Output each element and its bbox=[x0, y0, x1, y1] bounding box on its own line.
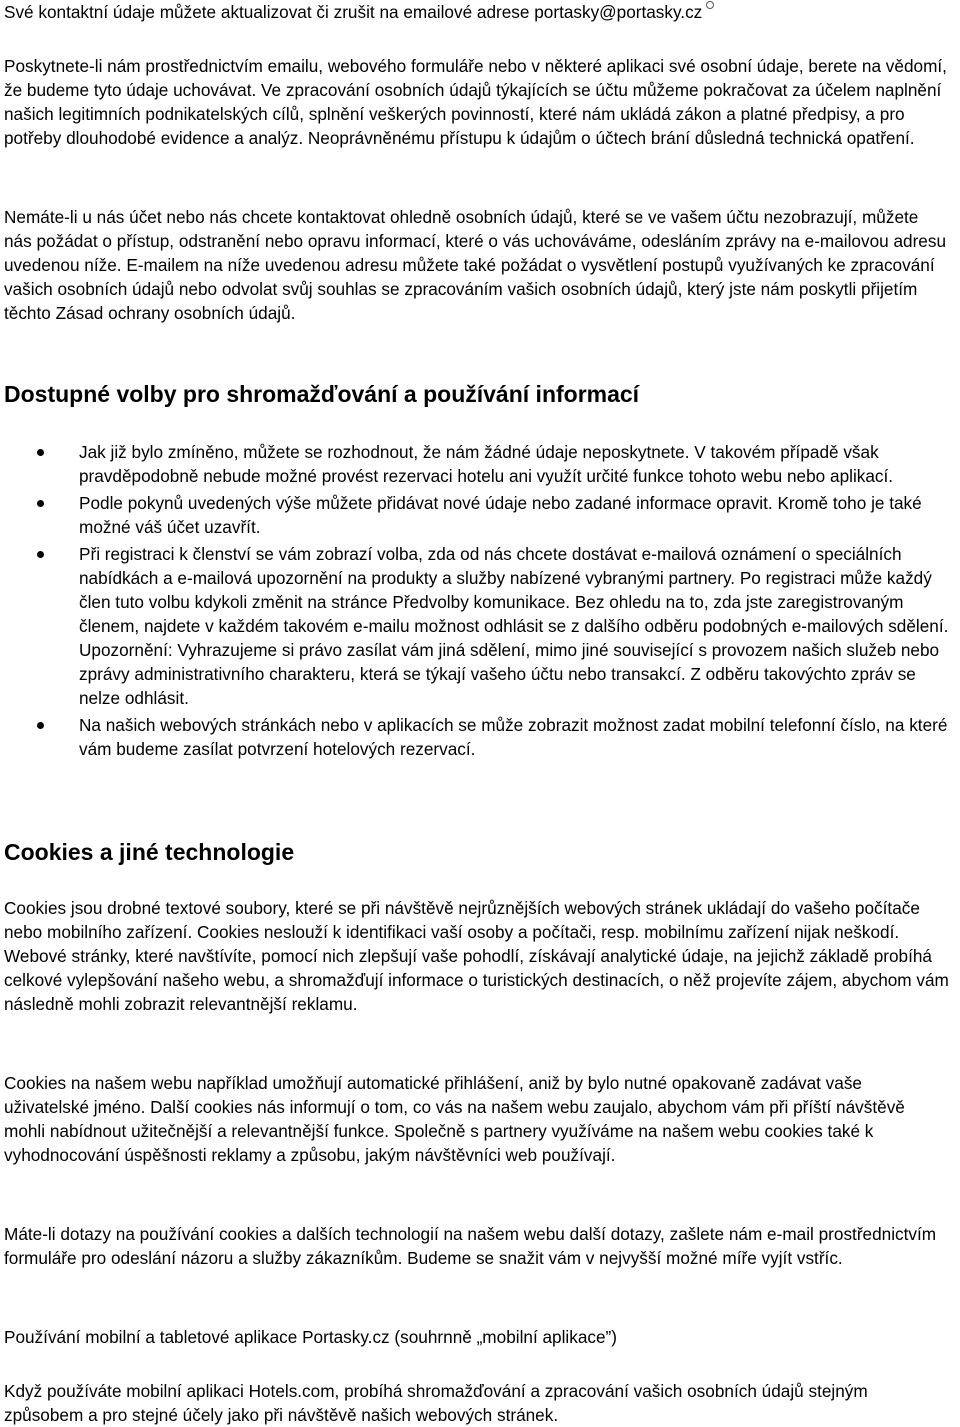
list-item bbox=[4, 440, 959, 488]
list-item bbox=[4, 542, 959, 710]
list-item bbox=[4, 713, 959, 761]
intro-paragraph-1: Poskytnete-li nám prostřednictvím emailu, webového formuláře nebo v některé aplikaci své osobní údaje, berete na vědomí, že budeme tyto údaje uchovávat. Ve zpracování osobních údajů týkajících se účtu můžeme pokračovat za účelem naplnění našich legitimních podnikatelských cílů, splnění veškerých povinností, které nám ukládá zákon a platné předpisy, a pro potřeby dlouhodobé evidence a analýz. Neoprávněnému přístupu k údajům o účtech brání důsledná technická opatření. bbox=[4, 56, 947, 148]
intro-paragraph-2: Nemáte-li u nás účet nebo nás chcete kontaktovat ohledně osobních údajů, které se ve vašem účtu nezobrazují, můžete nás požádat o přístup, odstranění nebo opravu informací, které o vás uchováváme, odesláním zprávy na e-mailovou adresu uvedenou níže. E-mailem na níže uvedenou adresu můžete také požádat o vysvětlení postupů využívaných ke zpracování vašich osobních údajů nebo odvolat svůj souhlas se zpracováním vašich osobních údajů, který jste nám poskytli přijetím těchto Zásad ochrany osobních údajů. bbox=[4, 207, 947, 323]
list-item-text: Jak již bylo zmíněno, můžete se rozhodnout, že nám žádné údaje neposkytnete. V takovém případě však pravděpodobně nebude možné provést rezervaci hotelu ani využít určité funkce tohoto webu nebo aplikací. bbox=[79, 442, 894, 486]
link-marker-icon bbox=[706, 1, 714, 9]
contact-line-text: Své kontaktní údaje můžete aktualizovat či zrušit na emailové adrese portasky@portasky.cz bbox=[4, 2, 703, 22]
cookies-paragraph-1: Cookies jsou drobné textové soubory, které se při návštěvě nejrůznějších webových stránek ukládají do vašeho počítače nebo mobilního zařízení. Cookies neslouží k identifikaci vaší osoby a počítači, resp. mobilnímu zařízení nijak neškodí. Webové stránky, které navštívíte, pomocí nich zlepšují vaše pohodlí, získávají analytické údaje, na jejichž základě probíhá celkové vylepšování našeho webu, a shromažďují informace o turistických destinacích, o něž projevíte zájem, abychom vám následně mohli zobrazit relevantnější reklamu. bbox=[4, 898, 949, 1014]
contact-line bbox=[4, 0, 956, 24]
bullet-icon bbox=[37, 722, 44, 729]
list-item-text: Podle pokynů uvedených výše můžete přidávat nové údaje nebo zadané informace opravit. Kromě toho je také možné váš účet uzavřít. bbox=[79, 493, 922, 537]
list-item-text: Na našich webových stránkách nebo v aplikacích se může zobrazit možnost zadat mobilní telefonní číslo, na které vám budeme zasílat potvrzení hotelových rezervací. bbox=[79, 715, 948, 759]
bullet-icon bbox=[37, 500, 44, 507]
list-item-text: Při registraci k členství se vám zobrazí volba, zda od nás chcete dostávat e-mailová oznámení o speciálních nabídkách a e-mailová upozornění na produkty a služby nabízené vybranými partnery. Po registraci může každý člen tuto volbu kdykoli změnit na stránce Předvolby komunikace. Bez ohledu na to, zda jste zaregistrovaným členem, najdete v každém takovém e-mailu možnost odhlásit se z dalšího odběru podobných e-mailových sdělení. Upozornění: Vyhrazujeme si právo zasílat vám jiná sdělení, mimo jiné související s provozem našich služeb nebo zprávy administrativního charakteru, která se týkají vašeho účtu nebo transakcí. Z odběru takovýchto zpráv se nelze odhlásit. bbox=[79, 544, 949, 708]
cookies-paragraph-2: Cookies na našem webu například umožňují automatické přihlášení, aniž by bylo nutné opakovaně zadávat vaše uživatelské jméno. Další cookies nás informují o tom, co vás na našem webu zaujalo, abychom vám při příští návštěvě mohli nabídnout užitečnější a relevantnější funkce. Společně s partnery využíváme na našem webu cookies také k vyhodnocování úspěšnosti reklamy a způsobu, jakým návštěvníci web používají. bbox=[4, 1073, 905, 1165]
cookies-paragraph-5: Když používáte mobilní aplikaci Hotels.com, probíhá shromažďování a zpracování vašich osobních údajů stejným způsobem a pro stejné účely jako při návštěvě našich webových stránek. bbox=[4, 1381, 868, 1425]
section-heading-options: Dostupné volby pro shromažďování a používání informací bbox=[4, 381, 640, 407]
cookies-paragraph-3: Máte-li dotazy na používání cookies a dalších technologií na našem webu další dotazy, zašlete nám e-mail prostřednictvím formuláře pro odeslání názoru a služby zákazníkům. Budeme se snažit vám v nejvyšší možné míře vyjít vstříc. bbox=[4, 1224, 937, 1268]
cookies-paragraph-4: Používání mobilní a tabletové aplikace Portasky.cz (souhrnně „mobilní aplikace”) bbox=[4, 1327, 618, 1347]
section-heading-cookies: Cookies a jiné technologie bbox=[4, 839, 295, 865]
bullet-icon bbox=[37, 449, 44, 456]
bullet-icon bbox=[37, 551, 44, 558]
options-list bbox=[4, 440, 959, 761]
list-item bbox=[4, 491, 959, 539]
